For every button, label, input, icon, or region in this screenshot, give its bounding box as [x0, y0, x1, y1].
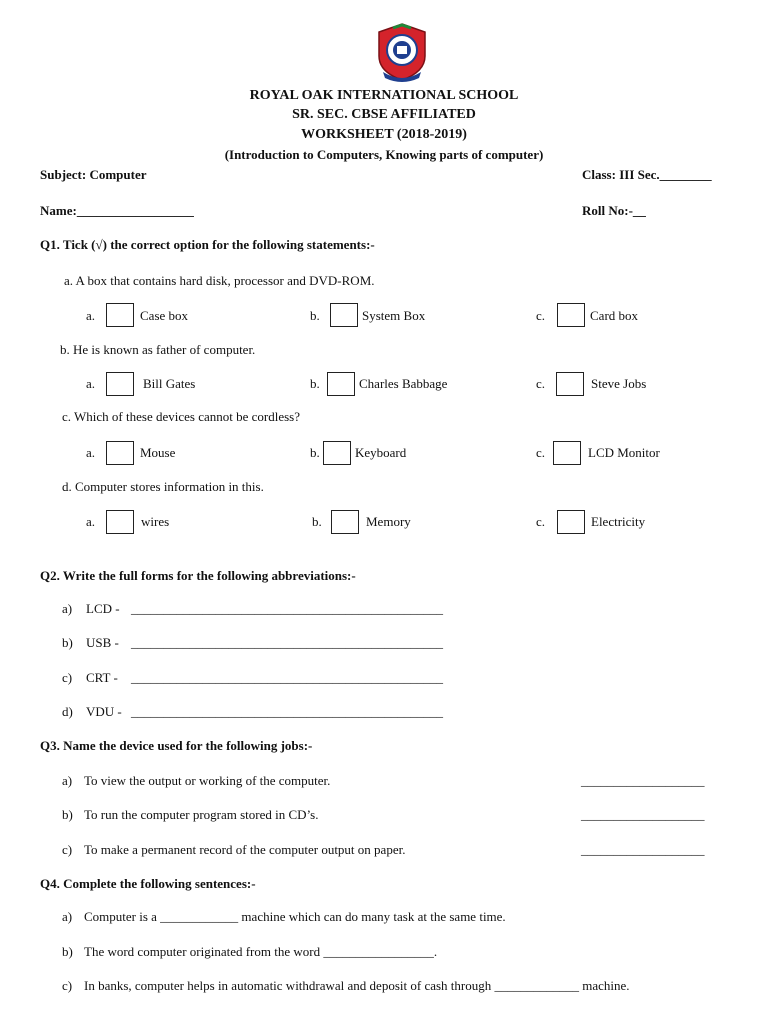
q2-abbr: LCD -: [86, 601, 120, 616]
q1d-option-a-checkbox[interactable]: [106, 510, 134, 534]
q1-question-a: a. A box that contains hard disk, processor and DVD-ROM.: [64, 273, 375, 288]
q1-question-d: d. Computer stores information in this.: [62, 479, 264, 494]
q4-label: a): [62, 909, 73, 924]
q4-sentence[interactable]: The word computer originated from the word _________________.: [84, 944, 438, 959]
q1a-option-letter: b.: [310, 308, 320, 323]
q1a-option-c-text: Card box: [590, 308, 639, 323]
q2-answer-blank[interactable]: ________________________________________________: [131, 601, 443, 616]
q3-question: To run the computer program stored in CD’s.: [84, 807, 319, 822]
q3-label: b): [62, 807, 73, 822]
q2-abbr: USB -: [86, 635, 119, 650]
q1b-option-a-checkbox[interactable]: [106, 372, 134, 396]
q1-title: Q1. Tick (√) the correct option for the following statements:-: [40, 237, 375, 252]
q3-title: Q3. Name the device used for the following jobs:-: [40, 738, 313, 753]
q1c-option-b-text: Keyboard: [355, 445, 407, 460]
q1c-option-c-checkbox[interactable]: [553, 441, 581, 465]
q3-answer-blank[interactable]: ___________________: [581, 807, 705, 822]
q1b-option-a-text: Bill Gates: [143, 376, 196, 391]
q1b-option-letter: a.: [86, 376, 96, 391]
q1a-option-letter: c.: [536, 308, 546, 323]
q1b-option-b-text: Charles Babbage: [359, 376, 448, 391]
q2-label: a): [62, 601, 73, 616]
q1c-option-letter: c.: [536, 445, 546, 460]
q4-label: c): [62, 978, 73, 993]
q4-title: Q4. Complete the following sentences:-: [40, 876, 256, 891]
q2-answer-blank[interactable]: ________________________________________________: [131, 704, 443, 719]
q2-label: d): [62, 704, 73, 719]
q1a-option-c-checkbox[interactable]: [557, 303, 585, 327]
q1b-option-letter: b.: [310, 376, 320, 391]
q1a-option-a-text: Case box: [140, 308, 189, 323]
affiliation: SR. SEC. CBSE AFFILIATED: [292, 107, 476, 122]
q1c-option-c-text: LCD Monitor: [588, 445, 660, 460]
q3-question: To make a permanent record of the computer output on paper.: [84, 842, 406, 857]
q1d-option-b-text: Memory: [366, 514, 411, 529]
q1-question-b: b. He is known as father of computer.: [60, 342, 256, 357]
q3-answer-blank[interactable]: ___________________: [581, 773, 705, 788]
q1d-option-b-checkbox[interactable]: [331, 510, 359, 534]
q1d-option-a-text: wires: [141, 514, 170, 529]
worksheet-topic: (Introduction to Computers, Knowing parts of computer): [224, 147, 544, 162]
q1d-option-c-text: Electricity: [591, 514, 646, 529]
q1c-option-a-text: Mouse: [140, 445, 176, 460]
class-label: Class: III Sec.________: [582, 167, 712, 182]
q1-question-c: c. Which of these devices cannot be cordless?: [62, 409, 300, 424]
q3-answer-blank[interactable]: ___________________: [581, 842, 705, 857]
q4-sentence[interactable]: In banks, computer helps in automatic withdrawal and deposit of cash through _____________ machine.: [84, 978, 630, 993]
q1d-option-letter: b.: [312, 514, 322, 529]
q2-label: c): [62, 670, 73, 685]
q1a-option-letter: a.: [86, 308, 96, 323]
q1c-option-a-checkbox[interactable]: [106, 441, 134, 465]
worksheet-title: WORKSHEET (2018-2019): [301, 127, 467, 142]
subject-label: Subject: Computer: [40, 167, 147, 182]
name-field[interactable]: Name:__________________: [40, 203, 194, 218]
q3-question: To view the output or working of the computer.: [84, 773, 331, 788]
q1c-option-b-checkbox[interactable]: [323, 441, 351, 465]
q1d-option-letter: a.: [86, 514, 96, 529]
school-name: ROYAL OAK INTERNATIONAL SCHOOL: [249, 88, 519, 103]
q1b-option-c-checkbox[interactable]: [556, 372, 584, 396]
q1b-option-letter: c.: [536, 376, 546, 391]
q1b-option-b-checkbox[interactable]: [327, 372, 355, 396]
q1a-option-b-checkbox[interactable]: [330, 303, 358, 327]
q2-label: b): [62, 635, 73, 650]
q4-label: b): [62, 944, 73, 959]
q1d-option-letter: c.: [536, 514, 546, 529]
q2-abbr: CRT -: [86, 670, 118, 685]
school-logo: [375, 22, 429, 84]
q1b-option-c-text: Steve Jobs: [591, 376, 647, 391]
q3-label: a): [62, 773, 73, 788]
q2-answer-blank[interactable]: ________________________________________________: [131, 635, 443, 650]
q3-label: c): [62, 842, 73, 857]
q1a-option-a-checkbox[interactable]: [106, 303, 134, 327]
q4-sentence[interactable]: Computer is a ____________ machine which can do many task at the same time.: [84, 909, 506, 924]
q1c-option-letter: b.: [310, 445, 320, 460]
q2-answer-blank[interactable]: ________________________________________________: [131, 670, 443, 685]
roll-field[interactable]: Roll No:-__: [582, 203, 646, 218]
q1a-option-b-text: System Box: [362, 308, 426, 323]
q1c-option-letter: a.: [86, 445, 96, 460]
q2-title: Q2. Write the full forms for the following abbreviations:-: [40, 568, 356, 583]
q2-abbr: VDU -: [86, 704, 122, 719]
q1d-option-c-checkbox[interactable]: [557, 510, 585, 534]
